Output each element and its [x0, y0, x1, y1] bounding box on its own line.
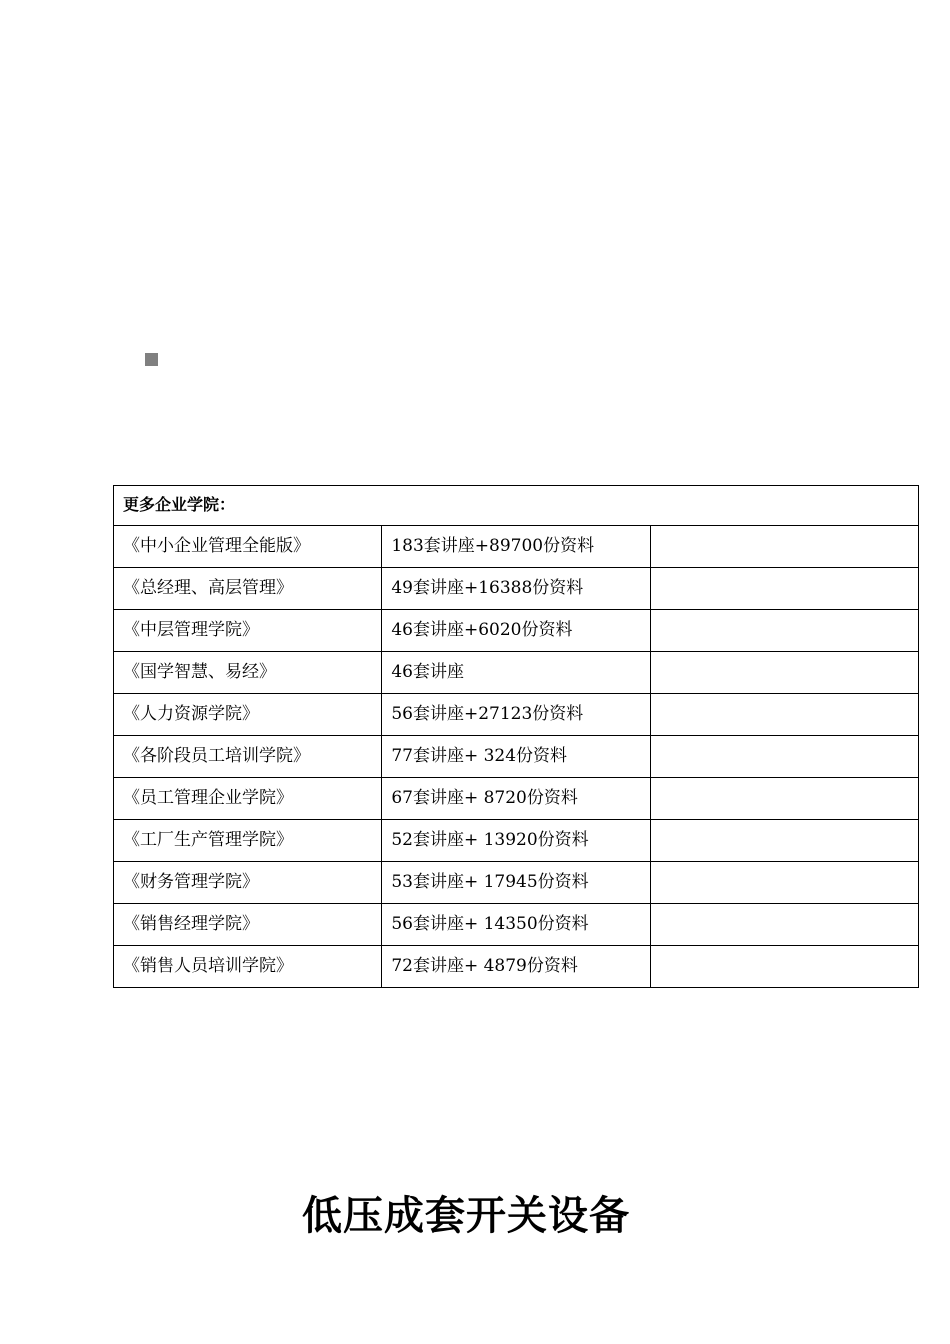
academy-name: 《总经理、高层管理》: [114, 568, 382, 610]
academy-extra: [650, 904, 918, 946]
academy-extra: [650, 862, 918, 904]
academy-name: 《中层管理学院》: [114, 610, 382, 652]
academy-extra: [650, 610, 918, 652]
academy-table: [113, 485, 919, 988]
academy-name: 《员工管理企业学院》: [114, 778, 382, 820]
academy-extra: [650, 820, 918, 862]
academy-count: 49套讲座+16388份资料: [382, 568, 650, 610]
table-row: [114, 652, 919, 694]
table-row: [114, 904, 919, 946]
academy-name: 《销售人员培训学院》: [114, 946, 382, 988]
academy-extra: [650, 946, 918, 988]
academy-count: 46套讲座: [382, 652, 650, 694]
academy-name: 《中小企业管理全能版》: [114, 526, 382, 568]
table-row: [114, 946, 919, 988]
academy-name: 《财务管理学院》: [114, 862, 382, 904]
table-header: 更多企业学院：: [114, 486, 919, 526]
academy-name: 《销售经理学院》: [114, 904, 382, 946]
academy-extra: [650, 736, 918, 778]
bullet-square-icon: [145, 353, 158, 366]
academy-extra: [650, 568, 918, 610]
academy-count: 183套讲座+89700份资料: [382, 526, 650, 568]
document-title: 低压成套开关设备: [302, 1193, 630, 1239]
academy-count: 46套讲座+6020份资料: [382, 610, 650, 652]
table-row: [114, 862, 919, 904]
academy-count: 77套讲座+ 324份资料: [382, 736, 650, 778]
table-row: [114, 694, 919, 736]
table-row: [114, 778, 919, 820]
academy-extra: [650, 778, 918, 820]
academy-extra: [650, 526, 918, 568]
table-row: [114, 568, 919, 610]
academy-count: 67套讲座+ 8720份资料: [382, 778, 650, 820]
table-row: [114, 820, 919, 862]
academy-name: 《人力资源学院》: [114, 694, 382, 736]
academy-extra: [650, 694, 918, 736]
academy-name: 《工厂生产管理学院》: [114, 820, 382, 862]
academy-count: 56套讲座+27123份资料: [382, 694, 650, 736]
table-row: [114, 610, 919, 652]
table-row: [114, 736, 919, 778]
academy-extra: [650, 652, 918, 694]
academy-count: 53套讲座+ 17945份资料: [382, 862, 650, 904]
academy-name: 《各阶段员工培训学院》: [114, 736, 382, 778]
academy-name: 《国学智慧、易经》: [114, 652, 382, 694]
table-header-row: [114, 486, 919, 526]
academy-count: 72套讲座+ 4879份资料: [382, 946, 650, 988]
table-row: [114, 526, 919, 568]
academy-count: 52套讲座+ 13920份资料: [382, 820, 650, 862]
academy-count: 56套讲座+ 14350份资料: [382, 904, 650, 946]
